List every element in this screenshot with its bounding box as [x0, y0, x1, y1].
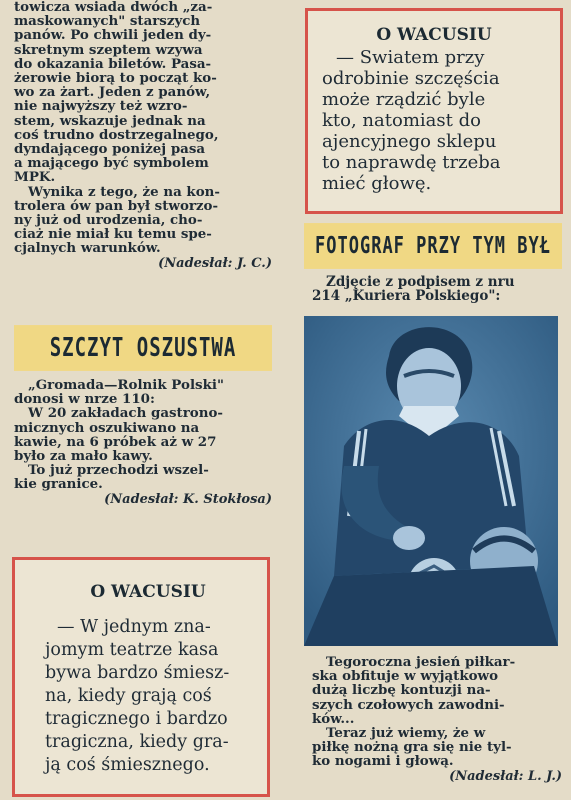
- box-line: ajencyjnego sklepu: [322, 131, 497, 152]
- box-line: odrobinie szczęścia: [322, 68, 500, 89]
- caption-line: ków...: [312, 710, 355, 727]
- box-line: na, kiedy grają coś: [45, 686, 212, 706]
- football-photo: [304, 316, 558, 646]
- box-title: O WACUSIU: [376, 25, 492, 45]
- article-line: dyndającego poniżej pasa: [14, 141, 206, 158]
- box-title: O WACUSIU: [90, 582, 206, 602]
- box-line: — Swiatem przy: [336, 47, 485, 68]
- article-line: kie granice.: [14, 476, 103, 493]
- article-line: maskowanych" starszych: [14, 13, 201, 30]
- article-signature: (Nadesłał: K. Stokłosa): [104, 491, 272, 507]
- box-line: kto, natomiast do: [322, 110, 481, 131]
- box-line: ją coś śmiesznego.: [45, 755, 210, 775]
- article-line: żerowie biorą to począt ko-: [14, 70, 217, 87]
- caption-line: szych czołowych zawodni-: [312, 696, 505, 713]
- article-line: trolera ów pan był stworzo-: [14, 197, 219, 214]
- caption-line: ska obfituje w wyjątkowo: [312, 668, 499, 685]
- box-line: jomym teatrze kasa: [45, 640, 219, 660]
- section-banner-szczyt: [14, 325, 272, 371]
- box-line: bywa bardzo śmiesz-: [45, 663, 230, 683]
- box-o-wacusiu-bottom: [12, 557, 270, 797]
- photo-caption-top: [312, 275, 562, 303]
- caption-line: dużą liczbę kontuzji na-: [312, 682, 491, 699]
- article-line: micznych oszukiwano na: [14, 419, 200, 436]
- left-article: [14, 0, 272, 271]
- article-line: To już przechodzi wszel-: [28, 462, 209, 479]
- article-line: W 20 zakładach gastrono-: [28, 405, 223, 422]
- article-line: do okazania biletów. Pasa-: [14, 55, 212, 72]
- caption-signature: (Nadesłał: L. J.): [449, 768, 562, 784]
- caption-line: 214 „Kuriera Polskiego":: [312, 288, 501, 305]
- banner-title: SZCZYT OSZUSTWA: [49, 333, 237, 363]
- article-line: Wynika z tego, że na kon-: [28, 183, 220, 200]
- article-line: było za mało kawy.: [14, 448, 153, 465]
- article-line: MPK.: [14, 169, 56, 186]
- article-signature: (Nadesłał: J. C.): [158, 255, 272, 271]
- box-text: [322, 47, 546, 194]
- article-line: skretnym szeptem wzywa: [14, 41, 203, 58]
- box-line: tragiczna, kiedy gra-: [45, 732, 229, 752]
- caption-line: piłkę nożną gra się nie tyl-: [312, 739, 512, 756]
- szczyt-article: [14, 378, 272, 507]
- section-banner-fotograf: [304, 223, 562, 269]
- article-line: cjalnych warunków.: [14, 240, 161, 257]
- box-line: może rządzić byle: [322, 89, 486, 110]
- football-player-image: [304, 316, 558, 646]
- box-line: mieć głowę.: [322, 173, 432, 194]
- article-line: towicza wsiada dwóch „za-: [14, 0, 213, 15]
- caption-line: ko nogami i głową.: [312, 753, 454, 770]
- box-line: tragicznego i bardzo: [45, 709, 228, 729]
- caption-line: Zdjęcie z podpisem z nru: [326, 274, 515, 290]
- article-line: donosi w nrze 110:: [14, 391, 155, 408]
- article-line: ciaż nie miał ku temu spe-: [14, 226, 212, 243]
- box-text: [45, 616, 251, 777]
- article-line: nie najwyższy też wzro-: [14, 98, 188, 115]
- caption-line: Teraz już wiemy, że w: [326, 725, 486, 742]
- box-line: to naprawdę trzeba: [322, 152, 501, 173]
- photo-caption-bottom: [312, 655, 562, 784]
- article-line: coś trudno dostrzegalnego,: [14, 126, 219, 143]
- article-line: wo za żart. Jeden z panów,: [14, 84, 211, 101]
- box-o-wacusiu-top: [305, 8, 563, 214]
- article-line: stem, wskazuje jednak na: [14, 112, 206, 129]
- box-line: — W jednym zna-: [57, 617, 211, 637]
- article-line: „Gromada—Rolnik Polski": [28, 377, 224, 393]
- article-line: panów. Po chwili jeden dy-: [14, 27, 212, 44]
- caption-line: Tegoroczna jesień piłkar-: [326, 654, 516, 670]
- article-line: ny już od urodzenia, cho-: [14, 212, 203, 229]
- article-line: kawie, na 6 próbek aż w 27: [14, 433, 217, 450]
- banner-title: FOTOGRAF PRZY TYM BYŁ: [315, 232, 551, 260]
- article-line: a mającego być symbolem: [14, 155, 209, 172]
